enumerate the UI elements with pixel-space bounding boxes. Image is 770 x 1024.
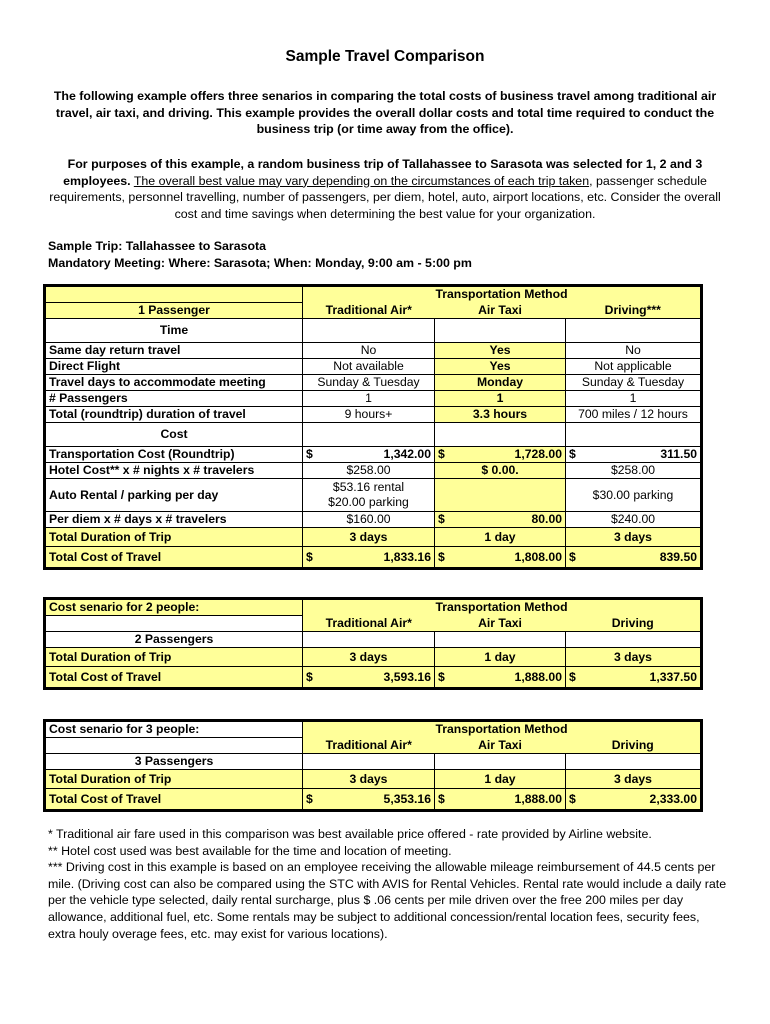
document-title: Sample Travel Comparison [285,48,485,65]
purpose-bold: For purposes of this example, a random business trip of Tallahassee to Sarasota was selected for 1, 2 and 3 employees. [63,157,703,188]
table-row: Direct Flight Not available Yes Not applicable [46,359,701,375]
purpose-underlined: The overall best value may vary depending on the circumstances of each trip taken [133,173,590,188]
trip-info [48,238,472,271]
cost-section-header: Cost [46,423,303,447]
table-row: Hotel Cost** x # nights x # travelers $258.00 $ 0.00. $258.00 [46,463,701,479]
table-row: Transportation Cost (Roundtrip) $ 1,342.00 $ 1,728.00 $ 311.50 [46,447,701,463]
col-header-taxi: Air Taxi [435,303,566,319]
col-header-taxi: Air Taxi [435,616,566,632]
scenario-label: Cost senario for 3 people: [46,722,303,738]
footnote-hotel: ** Hotel cost used was best available for the time and location of meeting. [48,843,452,858]
table-row: Auto Rental / parking per day $53.16 rental $20.00 parking $30.00 parking [46,479,701,512]
table-row: Total Duration of Trip 3 days 1 day 3 days [46,770,701,789]
col-header-air: Traditional Air* [303,303,435,319]
one-passenger-table [45,286,701,568]
table-row: Per diem x # days x # travelers $160.00 $ 80.00 $240.00 [46,512,701,528]
three-passenger-table [45,721,701,810]
passenger-label: 3 Passengers [46,754,303,770]
col-header-air: Traditional Air* [303,616,435,632]
table-row: Total Duration of Trip 3 days 1 day 3 days [46,648,701,667]
method-header: Transportation Method [303,722,701,738]
table-row: # Passengers 1 1 1 [46,391,701,407]
method-header: Transportation Method [303,287,701,303]
method-header: Transportation Method [303,600,701,616]
scenario-label: Cost senario for 2 people: [46,600,303,616]
table-row: Same day return travel No Yes No [46,343,701,359]
intro-paragraph: The following example offers three senarios in comparing the total costs of business travel among traditional air travel, air taxi, and driving. This example provides the overall dollar costs and total time required to conduct the business trip (or time away from the office). [53,89,717,136]
footnote-driving: *** Driving cost in this example is based on an employee receiving the allowable mileage reimbursement of 44.5 cents per mile. (Driving cost can also be compared using the STC with AVIS for Rental Vehicles. Rental rate would include a daily rate per the vehicle type selected, daily rental surcharge, plus $ .06 cents per mile driven over the free 200 miles per day allowance, additional fuel, etc. Some rentals may be subject to additional concession/rental location fees, security fees, extra houly overage fees, etc. may exist for various locations). [48,860,727,941]
table-row: Total (roundtrip) duration of travel 9 hours+ 3.3 hours 700 miles / 12 hours [46,407,701,423]
purpose-paragraph [46,156,724,222]
footnotes [48,826,728,942]
footnote-air: * Traditional air fare used in this comparison was best available price offered - rate provided by Airline website. [48,827,652,841]
table-row: Travel days to accommodate meeting Sunday & Tuesday Monday Sunday & Tuesday [46,375,701,391]
purpose-rest: , passenger schedule requirements, personnel travelling, number of passengers, per diem, hotel, auto, airport locations, etc. Consider the overall cost and time savings when determining the best value for your organization. [49,173,721,221]
passenger-label: 2 Passengers [46,632,303,648]
two-passenger-table [45,599,701,688]
trip-route: Sample Trip: Tallahassee to Sarasota [48,239,267,253]
col-header-air: Traditional Air* [303,738,435,754]
col-header-drive: Driving [566,738,701,754]
table-row: Total Cost of Travel $ 5,353.16 $ 1,888.00 $ 2,333.00 [46,789,701,810]
table-row: Total Cost of Travel $ 3,593.16 $ 1,888.00 $ 1,337.50 [46,667,701,688]
table-row: Total Duration of Trip 3 days 1 day 3 days [46,528,701,547]
time-section-header: Time [46,319,303,343]
col-header-drive: Driving*** [566,303,701,319]
passenger-label: 1 Passenger [46,303,303,319]
trip-meeting: Mandatory Meeting: Where: Sarasota; When: Monday, 9:00 am - 5:00 pm [48,255,472,270]
col-header-taxi: Air Taxi [435,738,566,754]
col-header-drive: Driving [566,616,701,632]
table-row: Total Cost of Travel $ 1,833.16 $ 1,808.00 $ 839.50 [46,547,701,568]
